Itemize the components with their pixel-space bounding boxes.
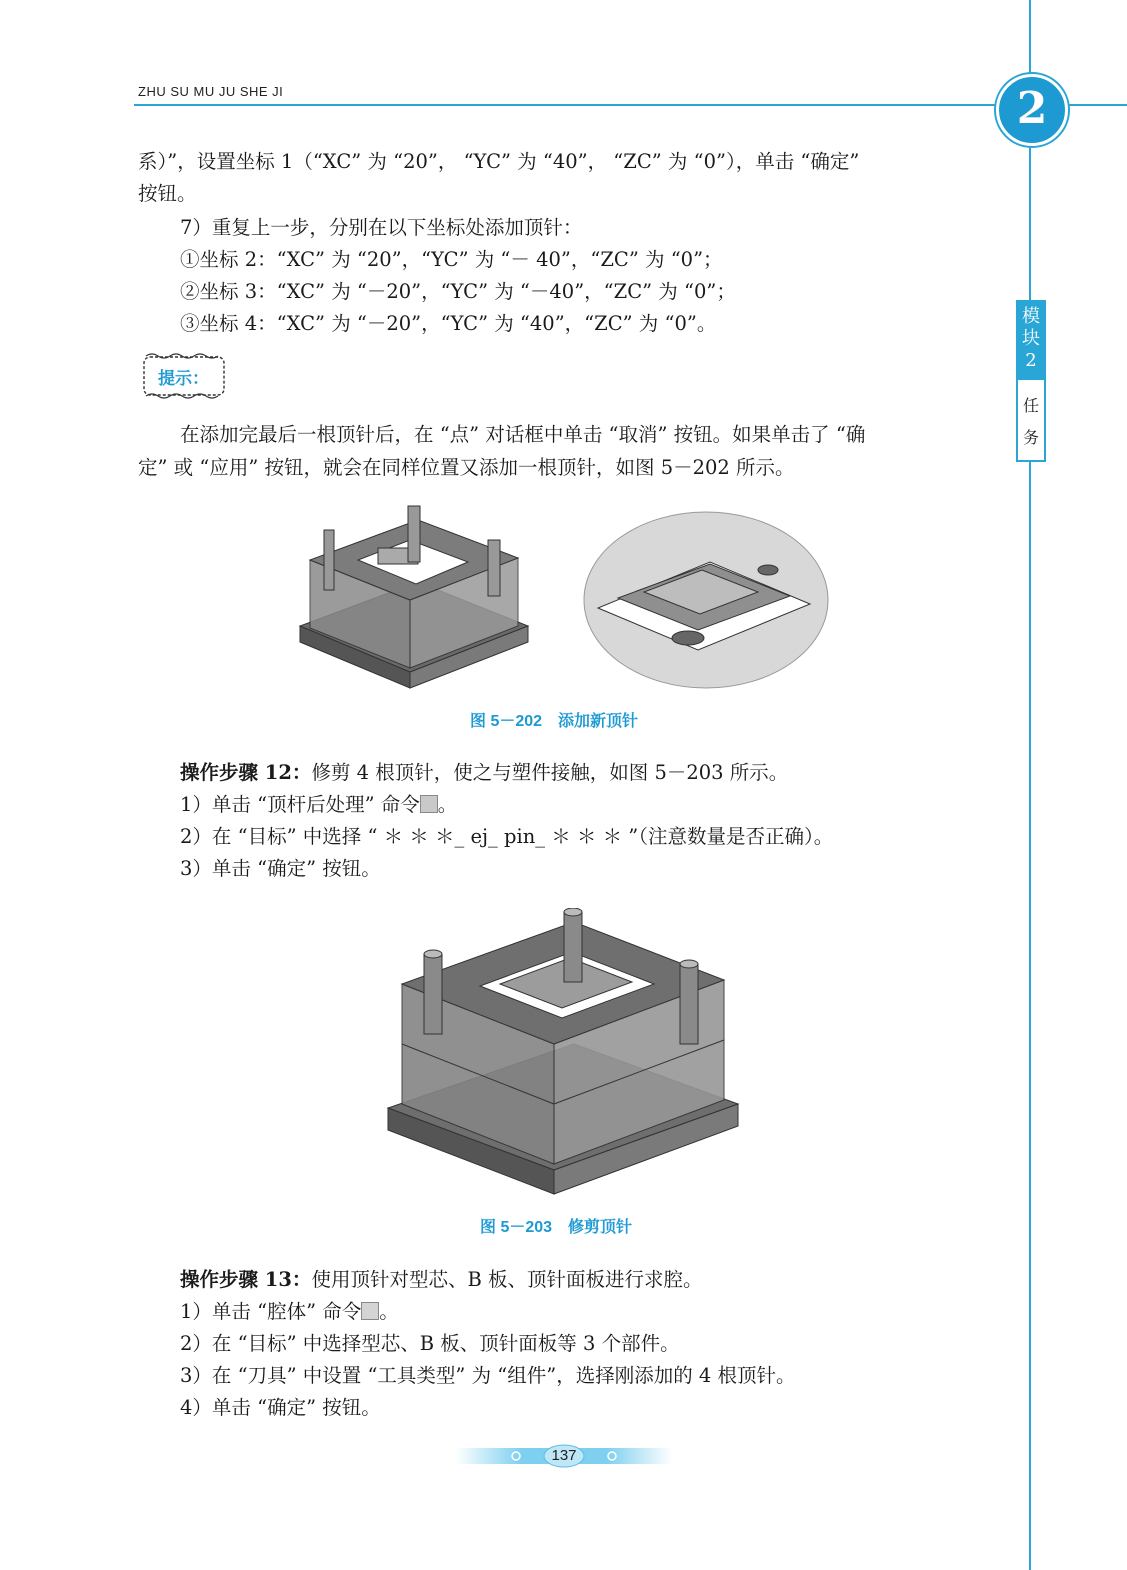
tip-badge (140, 352, 228, 400)
step-12-item: 2）在 “目标” 中选择 “ ＊ ＊ ＊_ ej_ pin_ ＊ ＊ ＊ ”（注意数量是否正确）。 (180, 825, 834, 848)
mold-assembly-image (298, 500, 830, 690)
vine-frame-icon (140, 352, 228, 400)
step-13-intro (180, 1264, 702, 1296)
step-label: 操作步骤 12： (180, 761, 312, 784)
module-char: 模 (1022, 306, 1040, 327)
step-7: 7）重复上一步，分别在以下坐标处添加顶针： (180, 216, 583, 239)
mold-detail-icon (584, 512, 828, 688)
chapter-badge: 2 (996, 74, 1068, 146)
header-rule (134, 104, 1127, 106)
figure-5-203 (384, 908, 744, 1196)
module-side-tab (1016, 300, 1046, 462)
page-number: 137 (551, 1447, 577, 1464)
body-line: 系）”，设置坐标 1（“XC” 为 “20”， “YC” 为 “40”， “ZC” 为 “0”），单击 “确定” (138, 150, 860, 173)
step-item-text: 。 (379, 1300, 399, 1323)
task-label (1018, 384, 1044, 458)
task-char: 任 (1022, 396, 1039, 415)
step-item-text: 1）单击 “顶杆后处理” 命令 (180, 793, 420, 816)
page-number-banner (456, 1444, 672, 1468)
figure-caption: 图 5－202 添加新顶针 (470, 713, 639, 730)
task-char: 务 (1022, 428, 1039, 447)
step-12-item (180, 789, 457, 821)
body-line: 按钮。 (138, 182, 197, 205)
coordinate-4: ③坐标 4：“XC” 为 “－20”，“YC” 为 “40”，“ZC” 为 “0”。 (180, 312, 717, 335)
margin-rule (1029, 0, 1031, 1570)
trimmed-ejector-mold-image (384, 908, 744, 1196)
step-13-item: 4）单击 “确定” 按钮。 (180, 1396, 381, 1419)
ejector-postprocess-icon (420, 795, 438, 813)
step-13-item (180, 1296, 399, 1328)
tip-line: 在添加完最后一根顶针后，在 “点” 对话框中单击 “取消” 按钮。如果单击了 “确 (180, 423, 866, 446)
module-label (1018, 302, 1044, 380)
coordinate-2: ①坐标 2：“XC” 为 “20”，“YC” 为 “－ 40”，“ZC” 为 “0”； (180, 248, 723, 271)
step-12-intro (180, 757, 788, 789)
cavity-command-icon (361, 1302, 379, 1320)
step-text: 修剪 4 根顶针，使之与塑件接触，如图 5－203 所示。 (311, 761, 789, 784)
tip-line: 定” 或 “应用” 按钮，就会在同样位置又添加一根顶针，如图 5－202 所示。 (138, 456, 795, 479)
tip-label: 提示： (158, 369, 209, 389)
step-item-text: 1）单击 “腔体” 命令 (180, 1300, 362, 1323)
step-label: 操作步骤 13： (180, 1268, 312, 1291)
module-char: 块 (1022, 328, 1040, 349)
step-13-item: 2）在 “目标” 中选择型芯、B 板、顶针面板等 3 个部件。 (180, 1332, 680, 1355)
figure-5-202 (298, 500, 830, 690)
step-text: 使用顶针对型芯、B 板、顶针面板进行求腔。 (311, 1268, 703, 1291)
running-header: ZHU SU MU JU SHE JI (138, 84, 284, 99)
step-12-item: 3）单击 “确定” 按钮。 (180, 857, 381, 880)
figure-caption: 图 5－203 修剪顶针 (480, 1219, 633, 1236)
step-item-text: 。 (437, 793, 458, 816)
mold-left-icon (300, 506, 528, 688)
step-13-item: 3）在 “刀具” 中设置 “工具类型” 为 “组件”，选择刚添加的 4 根顶针。 (180, 1364, 796, 1387)
module-char: 2 (1025, 350, 1037, 371)
coordinate-3: ②坐标 3：“XC” 为 “－20”，“YC” 为 “－40”，“ZC” 为 “0”； (180, 280, 736, 303)
